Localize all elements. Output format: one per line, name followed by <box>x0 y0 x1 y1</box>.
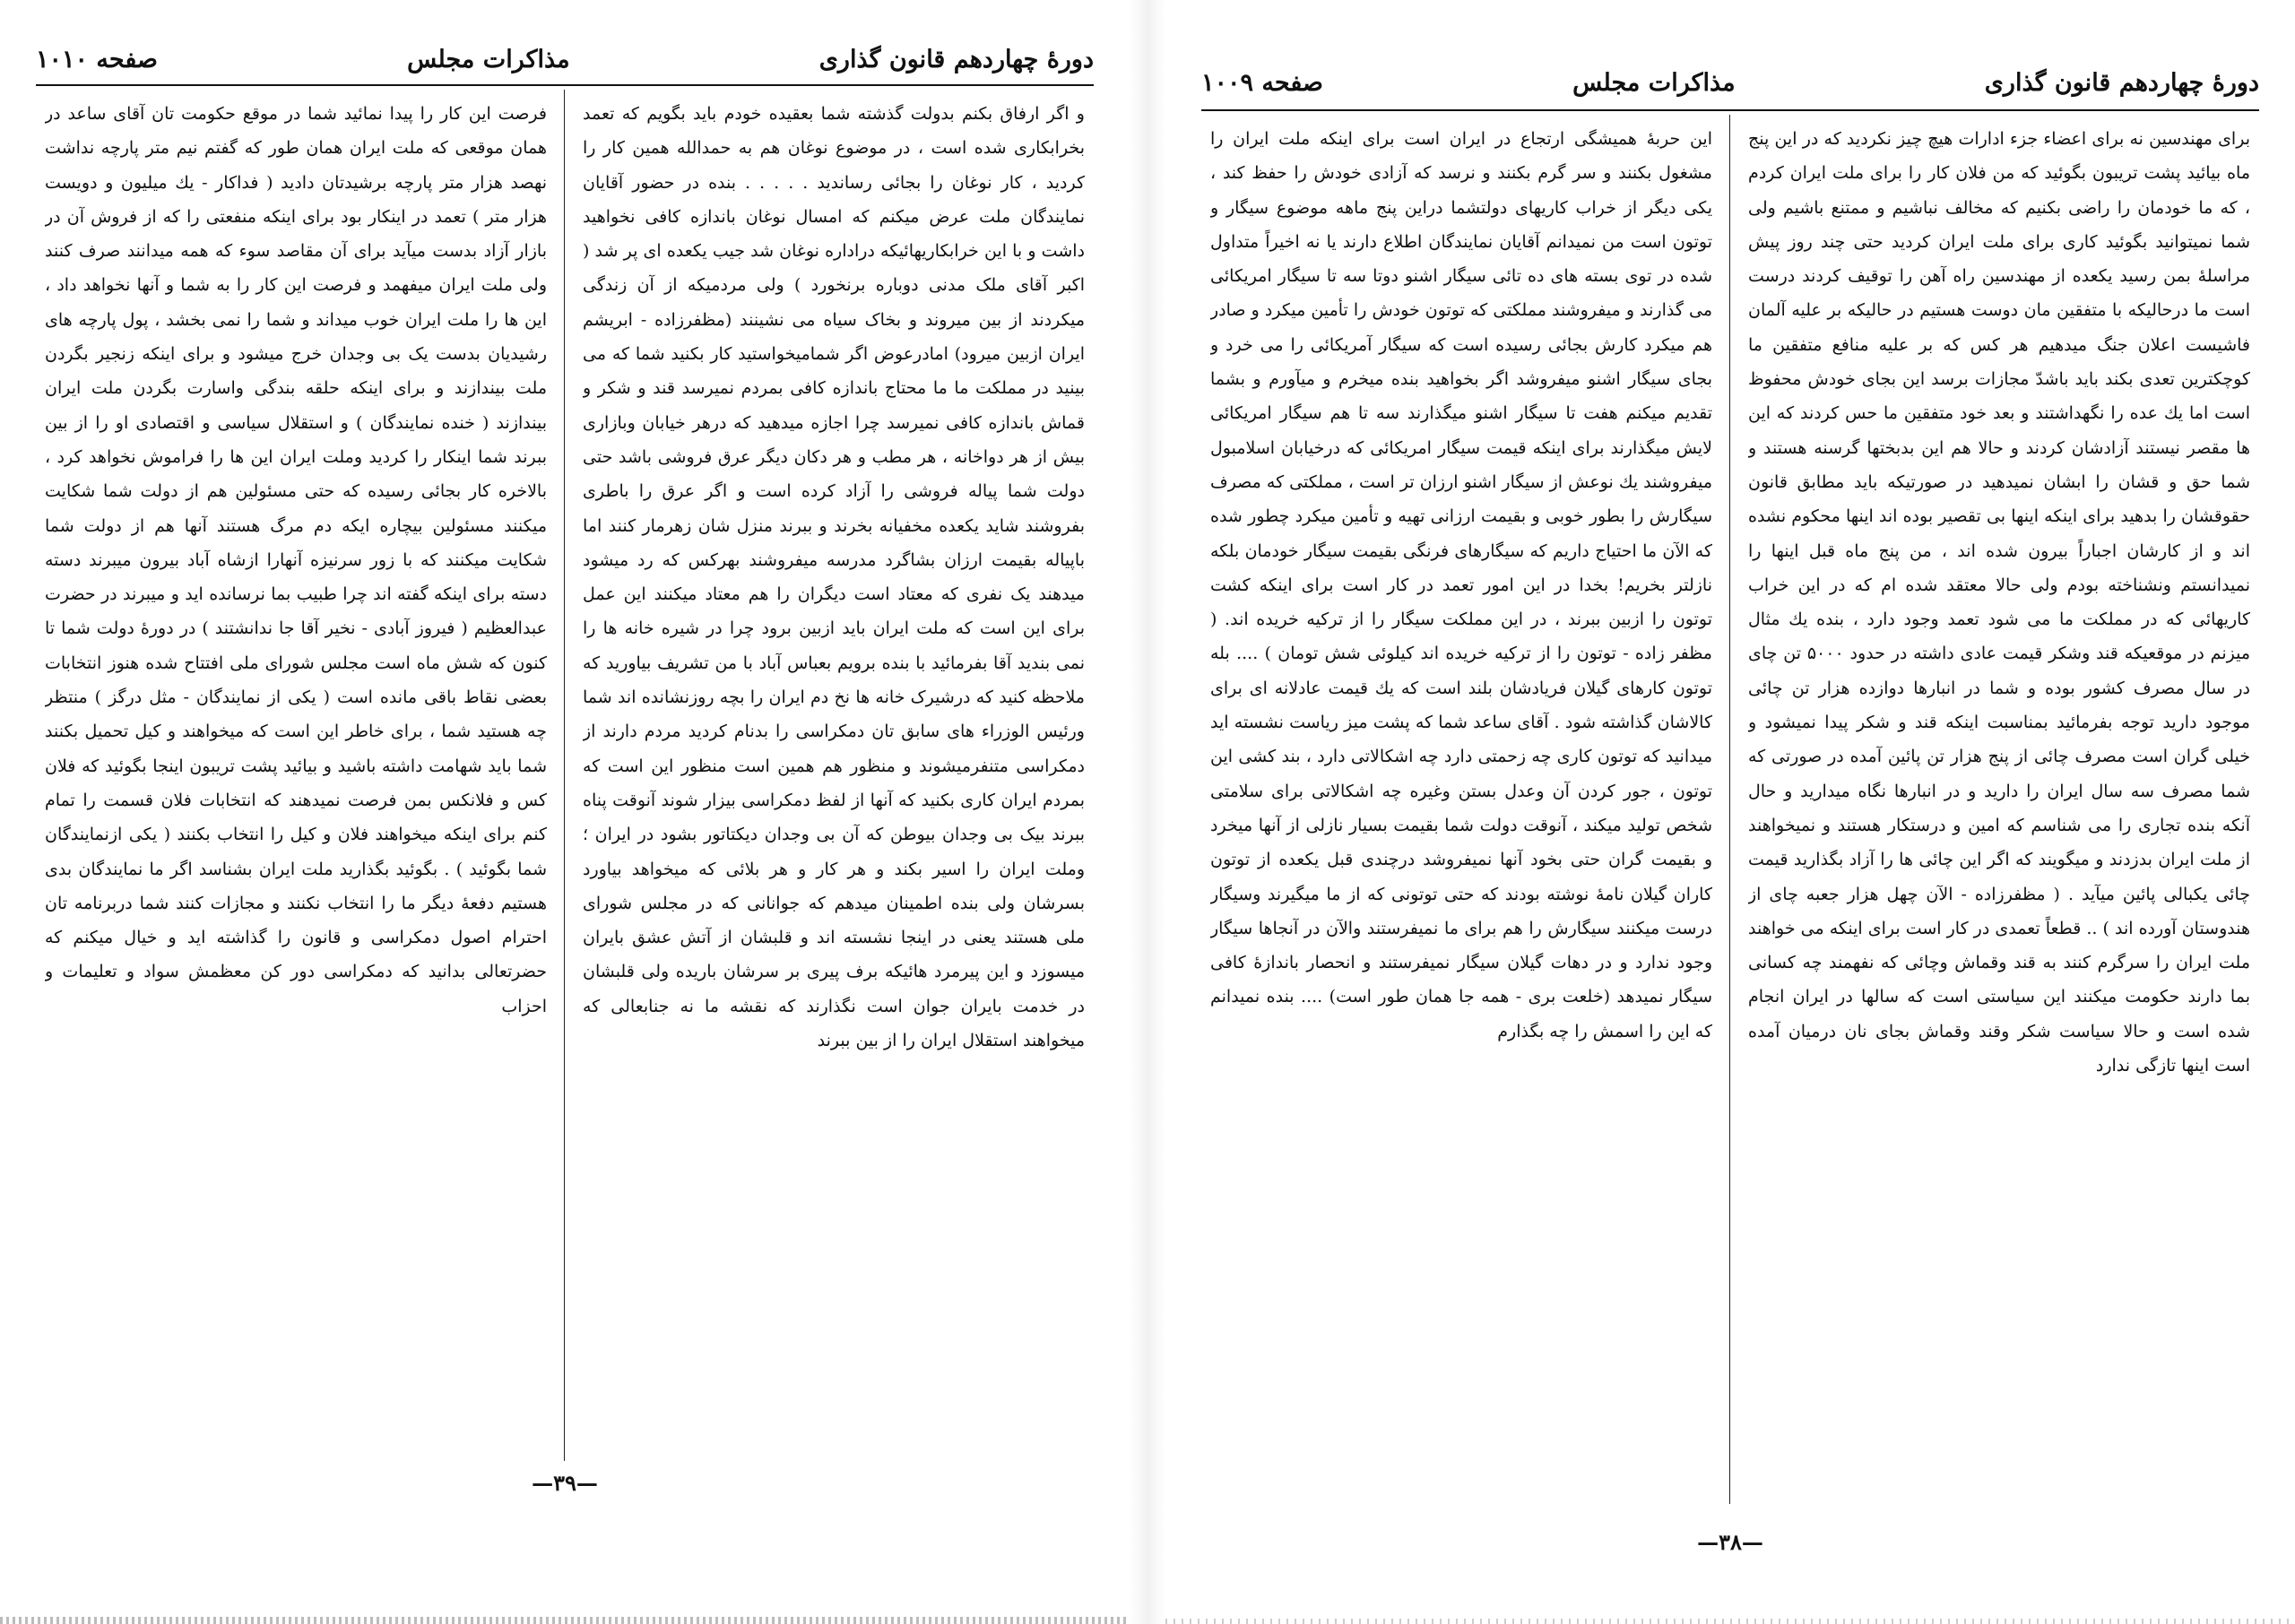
header-page-label: صفحه ۱۰۱۰ <box>36 46 158 73</box>
book-gutter <box>1130 0 1165 1624</box>
header-center-title: مذاکرات مجلس <box>407 46 570 73</box>
header-rule <box>1201 109 2259 111</box>
page-edge-marks <box>1165 1619 2295 1624</box>
text-column-left <box>1210 122 1712 1502</box>
column-divider <box>564 90 565 1461</box>
page-number: —۳۹— <box>532 1470 598 1496</box>
page-number: —۳۸— <box>1697 1529 1763 1555</box>
page-left <box>0 0 1130 1624</box>
text-column-left <box>45 97 547 1459</box>
text-column-right <box>1748 122 2250 1502</box>
text-column-right <box>583 97 1085 1459</box>
page-header <box>1201 61 2259 97</box>
page-header <box>36 38 1094 73</box>
header-rule <box>36 84 1094 86</box>
header-session-title: دورهٔ چهاردهم قانون گذاری <box>818 46 1094 73</box>
column-text: و اگر ارفاق بکنم بدولت گذشته شما بعقیده خودم باید بگویم که تعمد بخرابکاری شده است ، در موضوع نوغان هم به حمدالله همین کار را کردید ، کار نوغان را بجائی رساندید . . . . . بنده در حضور آقایان نمایندگان ملت عرض میکنم که امسال نوغان باندازه کافی نخواهید داشت و با این خرابکاریهائیکه دراداره نوغان شد جیب یکعده ای پر شد ( اکبر آقای ملک مدنی دوباره برنخورد ) ولی مردمیکه از آن زندگی میکردند از بین میروند و بخاک سیاه می نشینند (مظفرزاده - ابریشم ایران ازبین میرود) امادرعوض اگر شمامیخواستید کار بکنید شما که می بینید در مملکت ما ما محتاج باندازه کافی بمردم نمیرسد قند و شکر و قماش باندازه کافی نمیرسد چرا اجازه میدهید که درهر خیابان وبازاری بیش از هر دواخانه ، هر مطب و هر دکان دیگر عرق فروشی باشد حتی دولت شما پیاله فروشی را آزاد کرده است و اگر عرق را باطری بفروشند شاید یکعده مخفیانه بخرند و ببرند منزل شان زهرمار کنند اما باپیاله بقیمت ارزان بشاگرد مدرسه میفروشند بهرکس که رد میشود میدهند یک نفری که معتاد است دیگران را هم معتاد میکنند این عمل برای این است که ملت ایران باید ازبین برود چرا در شیره خانه ها را نمی بندید آقا بفرمائید با بنده برویم بعباس آباد با من تشریف بیاورید که ملاحظه کنید که درشیرک خانه ها نخ دم ایران را بچه روزنشانده اند شما ورئیس الوزراء های سابق تان دمکراسی را بدنام کردید مردم دارند از دمکراسی متنفرمیشوند و منظور هم همین است منظور این است که بمردم ایران کاری بکنید که آنها از لفظ دمکراسی بیزار شوند آنوقت پناه ببرند بیک بی وجدان بیوطن که آن بی وجدان دیکتاتور بشود در ایران ؛ وملت ایران را اسیر بکند و هر کار و هر بلائی که میخواهد بیاورد بسرشان ولی بنده اطمینان میدهم که جوانانی که در مجلس شورای ملی هستند یعنی در اینجا نشسته اند و قلبشان از آتش عشق بایران میسوزد و این پیرمرد هائیکه برف پیری بر سرشان باریده ولی قلبشان در خدمت بایران جوان است نگذارند که نقشه ما نه جنابعالی که میخواهند استقلال ایران را از بین ببرند <box>583 104 1085 1051</box>
column-text: این حربهٔ همیشگی ارتجاع در ایران است برای اینکه ملت ایران را مشغول بکنند و سر گرم بکنند و نرسد که آزادی خودش را حفظ کند ، یکی دیگر از خراب کاریهای دولتشما دراین پنج ماهه موضوع سیگار و توتون است من نمیدانم آقایان نمایندگان اطلاع دارند یا نه اخیراً متداول شده در توی بسته های ده تائی سیگار اشنو دوتا سه تا سیگار امریکائی می گذارند و میفروشند مملکتی که توتون خودش را تأمین میکرد و صادر هم میکرد کارش بجائی رسیده است که سیگار آمریکائی را می خرد و بجای سیگار اشنو میفروشد اگر بخواهید بنده میخرم و میآورم و بشما تقدیم میکنم هفت تا سیگار اشنو میگذارند سه تا هم سیگار امریکائی لایش میگذارند برای اینکه قیمت سیگار امریکائی که درخیابان اسلامبول میفروشند یك نوعش از سیگار اشنو ارزان تر است ، مملکتی که مصرف سیگارش را بطور خوبی و بقیمت ارزانی تهیه و تأمین میکرد چطور شده که الآن ما احتیاج داریم که سیگارهای فرنگی بقیمت سیگار خودمان بلکه نازلتر بخریم! بخدا در این امور تعمد در کار است برای اینکه کشت توتون را ازبین ببرند ، در این مملکت سیگار را از ترکیه خریده اند. ( مظفر زاده - توتون را از ترکیه خریده اند کیلوئی شش تومان ) .... بله توتون کارهای گیلان فریادشان بلند است که یك قیمت عادلانه ای برای کالاشان گذاشته شود . آقای ساعد شما که پشت میز ریاست نشسته اید میدانید که توتون کاری چه زحمتی دارد چه اشکالاتی دارد ، بند کشی این توتون ، جور کردن آن وعدل بستن وغیره چه اشکالاتی برای سلامتی شخص تولید میکند ، آنوقت دولت شما بقیمت بسیار نازلی از آنها میخرد و بقیمت گران حتی بخود آنها نمیفروشد درچندی قبل یکعده از توتون کاران گیلان نامهٔ نوشته بودند که حتی توتونی که از ما میگیرند وسیگار درست میکنند سیگارش را هم برای ما نمیفرستند والآن در آنجاها سیگار وجود ندارد و در دهات گیلان سیگار نمیفرستند و انحصار باندازهٔ کافی سیگار نمیدهد (خلعت بری - همه جا همان طور است) .... بنده نمیدانم که این را اسمش را چه بگذارم <box>1210 129 1712 1041</box>
page-right <box>1165 0 2295 1624</box>
column-text: برای مهندسین نه برای اعضاء جزء ادارات هیچ چیز نکردید که در این پنج ماه بیائید پشت تریبون بگوئید که من فلان کار را برای ملت ایران کردم ، که ما خودمان را راضی بکنیم که مخالف نباشیم و ممتنع باشیم ولی شما نمیتوانید بگوئید کاری برای ملت ایران کردید حتی چند روز پیش مراسلهٔ بمن رسید یکعده از مهندسین راه آهن را توقیف کردند درست است ما درحالیکه با متفقین مان دوست هستیم در حالیکه بر علیه آلمان فاشیست اعلان جنگ میدهیم هر کس که بر علیه منافع متفقین ما کوچکترین تعدی بکند باید باشدّ مجازات برسد این بجای خودش محفوظ است اما یك عده را نگهداشتند و بعد خود متفقین ما حس کردند که این ها مقصر نیستند آزادشان کردند و حالا هم این بدبختها گرسنه هستند و شما حق و قشان را ابشان نمیدهید در صورتیکه باید مطابق قانون حقوقشان را بدهید برای اینکه اینها بی تقصیر بوده اند اینها محکوم نشده اند و از کارشان اجباراً بیرون شده اند ، من پنج ماه قبل اینها را نمیدانستم ونشناخته بودم ولی حالا معتقد شده ام که در این خراب کاریهائی که در مملکت ما می شود تعمد وجود دارد ، بنده یك مثال میزنم در موقعیکه قند وشکر قیمت عادی داشته در حدود ۵۰۰۰ تن چای در سال مصرف کشور بوده و شما در انبارها دوازده هزار تن چائی موجود دارید توجه بفرمائید بمناسبت اینکه قند و شکر پیدا نمیشود و خیلی گران است مصرف چائی از پنج هزار تن پائین آمده در صورتی که شما مصرف سه سال ایران را دارید و در انبارها نگاه میدارید و حال آنکه بنده تجاری را می شناسم که امین و درستکار هستند و نمیخواهند از ملت ایران بدزدند و میگویند که اگر این چائی ها را آزاد بگذارید قیمت چائی یکبالی پائین میآید . ( مظفرزاده - الآن چهل هزار جعبه چای از هندوستان آورده اند ) .. قطعاً تعمدی در کار است برای اینکه می خواهند ملت ایران را سرگرم کنند به قند وقماش وچائی که نفهمند چه کسانی بما دارند حکومت میکنند این سیاستی است که سالها در ایران انجام شده است و حالا سیاست شکر وقند وقماش بجای نان درمیان آمده است اینها تازگی ندارد <box>1748 129 2250 1076</box>
header-page-label: صفحه ۱۰۰۹ <box>1201 69 1323 97</box>
header-center-title: مذاکرات مجلس <box>1572 69 1736 97</box>
column-divider <box>1729 115 1730 1504</box>
header-session-title: دورهٔ چهاردهم قانون گذاری <box>1984 69 2259 97</box>
column-text: فرصت این کار را پیدا نمائید شما در موقع حکومت تان آقای ساعد در همان موقعی که ملت ایران همان طور که گفتم نیم متر پارچه نداشت نهصد هزار متر پارچه برشیدتان دادید ( فداکار - یك میلیون و دویست هزار متر ) تعمد در اینکار بود برای اینکه منفعتی را که از فروش آن در بازار آزاد بدست میآید برای آن مقاصد سوء که همه میدانند صرف کنند ولی ملت ایران میفهمد و فرصت این کار را به شما و آنها نخواهد داد ، این ها را ملت ایران خوب میداند و شما را نمی بخشد ، پول پارچه های رشیدیان بدست یک بی وجدان خرج میشود و برای اینکه زنجیر بگردن ملت بیندازند و برای اینکه حلقه بندگی واسارت بگردن ملت ایران بیندازند ( خنده نمایندگان ) و استقلال سیاسی و اقتصادی او را از بین ببرند شما اینکار را کردید وملت ایران این ها را فراموش نخواهد کرد ، بالاخره کار بجائی رسیده که حتی مسئولین هم از دولت شما شکایت میکنند مسئولین بیچاره ایکه دم مرگ هستند آنها هم از دولت شما شکایت میکنند که با زور سرنیزه آنهارا ازشاه آباد بیرون میبرند دسته دسته برای اینکه گفته اند چرا طبیب بما نرسانده اید و میبرند در حضرت عبدالعظیم ( فیروز آبادی - نخیر آقا جا ندانشتند ) در دورهٔ دولت شما تا کنون که شش ماه است مجلس شورای ملی افتتاح شده هنوز انتخابات بعضی نقاط باقی مانده است ( یکی از نمایندگان - مثل درگز ) منتظر چه هستید شما ، برای خاطر این است که میخواهند و کیل تحمیل بکنند شما باید شهامت داشته باشید و بیائید پشت تریبون اینجا بگوئید که فلان کس و فلانکس بمن فرصت نمیدهند که انتخابات فلان قسمت را تمام کنم برای اینکه میخواهند فلان و کیل را انتخاب بکنند ( یکی ازنمایندگان شما بگوئید ) . بگوئید بگذارید ملت ایران بشناسد اگر ما نمایندگان بدی هستیم دفعهٔ دیگر ما را انتخاب نکنند و مجازات کنند شما دربرنامه تان احترام اصول دمکراسی و قانون را گذاشته اید و خیال میکنم که حضرتعالی بدانید که دمکراسی دور کن معظمش سواد و تعلیمات و احزاب <box>45 104 547 1016</box>
page-edge-marks <box>0 1617 1130 1624</box>
